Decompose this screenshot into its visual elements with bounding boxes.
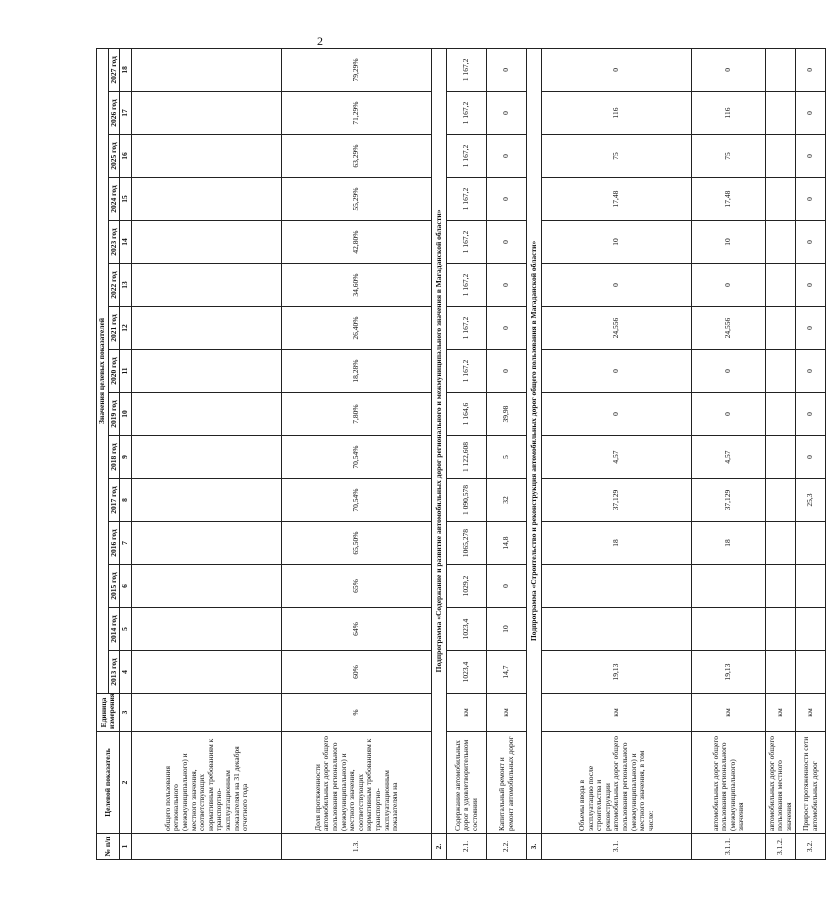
header-year: 2023 год [108,221,120,264]
table-row [766,48,796,859]
value-cell: 1023,4 [447,608,487,651]
value-cell: 1 167,2 [447,135,487,178]
table-row [282,48,432,859]
unit-cell: км [487,694,527,732]
value-cell: 75 [542,135,692,178]
value-cell [796,565,826,608]
value-cell: 1 167,2 [447,48,487,91]
value-cell: 1 090,578 [447,479,487,522]
row-number: 3.1.2. [766,834,796,860]
value-cell: 10 [542,221,692,264]
value-cell: 0 [692,264,766,307]
value-cell: 0 [796,264,826,307]
header-values-group: Значения целевых показателей [97,48,109,693]
value-cell: 0 [796,92,826,135]
column-number: 11 [120,350,132,393]
column-number: 18 [120,48,132,91]
value-cell [766,393,796,436]
value-cell: 0 [796,221,826,264]
value-cell: 1 122,608 [447,436,487,479]
value-cell: 14,8 [487,522,527,565]
value-cell: 18 [542,522,692,565]
value-cell [766,608,796,651]
header-indicator: Целевой показатель [97,732,120,834]
value-cell: 1023,4 [447,651,487,694]
value-cell: 18 [692,522,766,565]
column-number: 16 [120,135,132,178]
value-cell: 0 [487,135,527,178]
value-cell [796,522,826,565]
indicator-name: Прирост протяженности сети автомобильных дорог [796,732,826,834]
value-cell [766,307,796,350]
value-cell [766,135,796,178]
header-year: 2014 год [108,608,120,651]
table-row [447,48,487,859]
value-cell: 0 [542,393,692,436]
header-year: 2018 год [108,436,120,479]
value-cell: 25,3 [796,479,826,522]
section-title: Подпрограмма «Содержание и развитие автомобильных дорог регионального и межмуниципального значения в Магаданской области» [432,48,447,833]
value-cell: 0 [796,393,826,436]
value-cell: 37,129 [692,479,766,522]
column-number: 10 [120,393,132,436]
column-number: 7 [120,522,132,565]
value-cell [132,92,282,135]
column-number: 15 [120,178,132,221]
row-number: 3.1. [542,834,692,860]
value-cell [542,565,692,608]
value-cell: 18,28% [282,350,432,393]
column-number: 3 [120,694,132,732]
value-cell: 55,29% [282,178,432,221]
value-cell: 0 [796,135,826,178]
column-number: 4 [120,651,132,694]
value-cell: 39,98 [487,393,527,436]
value-cell [766,92,796,135]
unit-cell: км [447,694,487,732]
value-cell [132,135,282,178]
value-cell [132,608,282,651]
indicator-name: общего пользования регионального (межмуниципального) и местного значения, соответствующих нормативным требованиям к транспортно-эксплуатационным показателям на 31 декабря отчетного года [132,732,282,834]
value-cell: 1 164,6 [447,393,487,436]
value-cell: 0 [487,92,527,135]
value-cell: 24,556 [692,307,766,350]
value-cell: 0 [692,393,766,436]
value-cell: 32 [487,479,527,522]
header-year: 2022 год [108,264,120,307]
column-number: 6 [120,565,132,608]
column-number: 1 [120,834,132,860]
value-cell [766,436,796,479]
value-cell: 70,54% [282,479,432,522]
value-cell: 19,13 [692,651,766,694]
value-cell: 1 167,2 [447,92,487,135]
value-cell [542,608,692,651]
value-cell: 10 [487,608,527,651]
column-number: 17 [120,92,132,135]
table-row [692,48,766,859]
value-cell: 7,80% [282,393,432,436]
value-cell [692,565,766,608]
value-cell: 4,57 [542,436,692,479]
table-body [132,48,826,859]
value-cell: 70,54% [282,436,432,479]
row-number [132,834,282,860]
value-cell: 0 [796,350,826,393]
column-number: 9 [120,436,132,479]
section-row [432,48,447,859]
header-year: 2013 год [108,651,120,694]
header-year: 2020 год [108,350,120,393]
value-cell: 64% [282,608,432,651]
value-cell: 24,556 [542,307,692,350]
indicator-name: Содержание автомобильных дорог в удовлетворительном состоянии [447,732,487,834]
value-cell [132,307,282,350]
row-number: 2.1. [447,834,487,860]
value-cell: 19,13 [542,651,692,694]
table-row [542,48,692,859]
value-cell [766,651,796,694]
header-year: 2021 год [108,307,120,350]
header-year: 2027 год [108,48,120,91]
value-cell: 1 167,2 [447,264,487,307]
value-cell [132,436,282,479]
indicator-name: Объемы ввода в эксплуатацию после строительства и реконструкции автомобильных дорог общего пользования регионального (межмуниципального) и местного значения, в том числе: [542,732,692,834]
row-number: 2.2. [487,834,527,860]
target-indicators-table [96,48,826,860]
value-cell [766,565,796,608]
value-cell: 26,40% [282,307,432,350]
value-cell: 0 [487,565,527,608]
value-cell: 0 [542,48,692,91]
value-cell [796,608,826,651]
table-row [487,48,527,859]
column-number: 12 [120,307,132,350]
value-cell: 17,48 [692,178,766,221]
value-cell: 0 [542,264,692,307]
table-row [796,48,826,859]
page-number: 2 [317,34,323,48]
header-year: 2026 год [108,92,120,135]
value-cell: 1 167,2 [447,221,487,264]
value-cell: 0 [796,48,826,91]
section-number: 3. [527,834,542,860]
unit-cell: км [542,694,692,732]
value-cell [692,608,766,651]
value-cell: 79,29% [282,48,432,91]
rotated-table-container [96,48,819,860]
value-cell: 17,48 [542,178,692,221]
value-cell [766,479,796,522]
section-title: Подпрограмма «Строительство и реконструкция автомобильных дорог общего пользования в Магаданской области» [527,48,542,833]
header-no: № п/п [97,834,120,860]
column-numbers-row [120,48,132,859]
value-cell [132,350,282,393]
value-cell: 4,57 [692,436,766,479]
unit-cell: км [796,694,826,732]
indicator-name: автомобильных дорог общего пользования регионального (межмуниципального) значения [692,732,766,834]
value-cell: 65% [282,565,432,608]
value-cell [132,221,282,264]
header-year: 2015 год [108,565,120,608]
value-cell: 1029,2 [447,565,487,608]
value-cell: 116 [542,92,692,135]
value-cell [132,264,282,307]
indicator-name: Доля протяженности автомобильных дорог общего пользования регионального (межмуниципального) и местного значения, соответствующих нормативным требованиям к транспортно-эксплуатационным показателям на [282,732,432,834]
value-cell [766,178,796,221]
value-cell: 0 [487,178,527,221]
header-year: 2017 год [108,479,120,522]
value-cell: 0 [487,264,527,307]
value-cell: 42,80% [282,221,432,264]
value-cell [766,522,796,565]
value-cell: 1 167,2 [447,178,487,221]
value-cell: 0 [487,48,527,91]
value-cell [766,350,796,393]
unit-cell: км [766,694,796,732]
column-number: 14 [120,221,132,264]
value-cell: 63,29% [282,135,432,178]
value-cell: 1 167,2 [447,307,487,350]
row-number: 1.3. [282,834,432,860]
value-cell [766,48,796,91]
value-cell [132,479,282,522]
value-cell: 34,60% [282,264,432,307]
value-cell [766,221,796,264]
value-cell: 0 [692,350,766,393]
header-year: 2025 год [108,135,120,178]
value-cell: 0 [692,48,766,91]
value-cell: 0 [487,350,527,393]
value-cell: 0 [542,350,692,393]
value-cell: 0 [487,307,527,350]
value-cell [132,522,282,565]
header-unit: Единица измерения [97,694,120,732]
indicator-name: Капитальный ремонт и ремонт автомобильных дорог [487,732,527,834]
header-year: 2024 год [108,178,120,221]
value-cell [132,393,282,436]
unit-cell [132,694,282,732]
section-number: 2. [432,834,447,860]
value-cell: 0 [796,307,826,350]
row-number: 3.2. [796,834,826,860]
value-cell [132,178,282,221]
header-year: 2016 год [108,522,120,565]
unit-cell: км [692,694,766,732]
section-row [527,48,542,859]
value-cell: 116 [692,92,766,135]
column-number: 2 [120,732,132,834]
value-cell: 60% [282,651,432,694]
value-cell: 0 [796,436,826,479]
value-cell: 37,129 [542,479,692,522]
column-number: 5 [120,608,132,651]
value-cell [132,565,282,608]
header-year: 2019 год [108,393,120,436]
value-cell [796,651,826,694]
value-cell: 75 [692,135,766,178]
value-cell: 1065,278 [447,522,487,565]
value-cell: 0 [796,178,826,221]
column-number: 8 [120,479,132,522]
value-cell [132,651,282,694]
unit-cell: % [282,694,432,732]
table-row [132,48,282,859]
value-cell: 5 [487,436,527,479]
value-cell: 0 [487,221,527,264]
value-cell: 71,29% [282,92,432,135]
value-cell: 10 [692,221,766,264]
column-number: 13 [120,264,132,307]
value-cell [132,48,282,91]
row-number: 3.1.1. [692,834,766,860]
indicator-name: автомобильных дорог общего пользования местного значения [766,732,796,834]
value-cell: 1 167,2 [447,350,487,393]
value-cell: 65,50% [282,522,432,565]
value-cell: 14,7 [487,651,527,694]
value-cell [766,264,796,307]
